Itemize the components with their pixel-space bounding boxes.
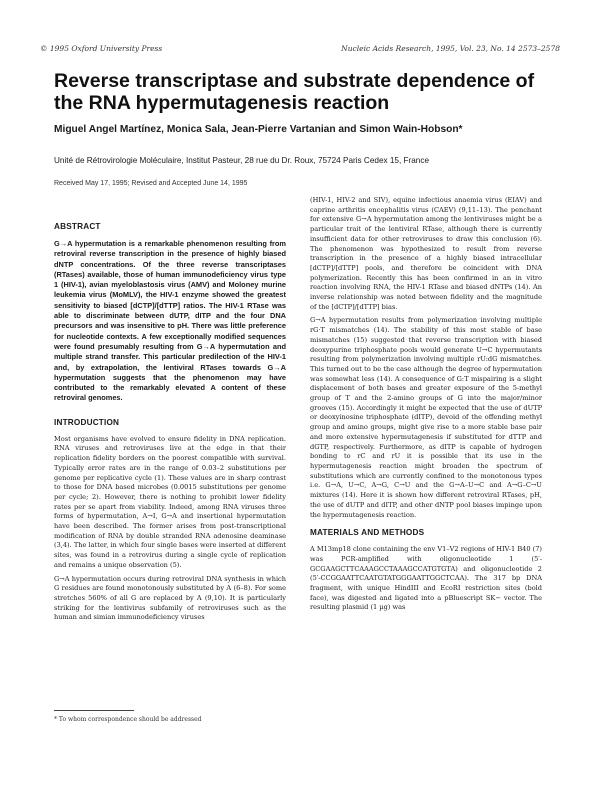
footnote-rule bbox=[54, 710, 134, 711]
left-column bbox=[54, 222, 286, 627]
right-paragraph-2: G→A hypermutation results from polymerization involving multiple rG·T mismatches (14). The stability of this most stable of base mismatches (15) suggested that reverse transcription with biased deoxypurine triphosphate pools would generate U→C hypermutants resulting from polymerization involving multiple rU:dG mismatches. This turned out to be the case although the degree of hypermutation was somewhat less (14). A consequence of G:T mispairing is a slight displacement of both bases and greater exposure of the 5-methyl group of T and the 2-amino groups of G into the major/minor grooves (15). Accordingly it might be expected that the use of dUTP or deoxyinosine triphosphate (dITP), devoid of the offending methyl group and amino groups, might give rise to a more stable base pair and more extensive hypermutagenesis if substituted for dTTP and dGTP, respectively. Furthermore, as dITP is capable of hydrogen bonding to rC and rU it is possible that its use in the hypermutagenesis reaction might broaden the spectrum of substitutions which are currently confined to the monotonous types i.e. G→A, U→C, A→G, C→U and the G→A–U→C and A→G–C→U mixtures (14). Here it is shown how different retroviral RTases, pH, the use of dUTP and dITP, and other dNTP pool biases impinge upon the hypermutagenesis reaction. bbox=[310, 316, 542, 519]
author-list: Miguel Angel Martínez, Monica Sala, Jean-Pierre Vartanian and Simon Wain-Hobson* bbox=[54, 124, 463, 135]
paper-title: Reverse transcriptase and substrate dependence of the RNA hypermutagenesis reaction bbox=[54, 70, 535, 114]
abstract-heading: ABSTRACT bbox=[54, 222, 101, 231]
received-dates: Received May 17, 1995; Revised and Accepted June 14, 1995 bbox=[54, 180, 248, 187]
introduction-heading: INTRODUCTION bbox=[54, 417, 120, 427]
abstract-text: G→A hypermutation is a remarkable phenomenon resulting from retroviral reverse transcription in the presence of highly biased dNTP concentrations. Of the three reverse transcriptases (RTases) available, those of human immunodeficiency virus type 1 (HIV-1), avian myeloblastosis virus (AMV) and Moloney murine leukemia virus (MoMLV), the HIV-1 enzyme showed the greatest sensitivity to biased [dCTP]/[dTTP] ratios. The HIV-1 RTase was able to discriminate between dUTP, dITP and the four DNA precursors and was insensitive to pH. There was little preference for nucleotide contexts. A few exceptionally modified sequences were found presumably resulting from G→A hypermutation and multiple strand transfer. This particular predilection of the HIV-1 and, by extrapolation, the lentiviral RTases towards G→A hypermutation suggests that the phenomenon may have contributed to the remarkably elevated A content of these retroviral genomes. bbox=[54, 239, 286, 403]
methods-paragraph: A M13mp18 clone containing the env V1–V2 regions of HIV-1 B40 (7) was PCR-amplified with oligonucleotide 1 (5′-GCGAAGCTTCAAAGCCTAAAGCCATGTGTA) and oligonucleotide 2 (5′-CCGGAATTCAATGTATGGGAATTGGCTCAA). The 317 bp DNA fragment, with unique HindIII and EcoRI restriction sites (bold face), was digested and ligated into a pBluescript SK− vector. The resulting plasmid (1 µg) was bbox=[310, 545, 542, 612]
intro-paragraph-1: Most organisms have evolved to ensure fidelity in DNA replication. RNA viruses and retroviruses live at the edge in that their replication fidelity borders on the poorest compatible with survival. Typically error rates are in the range of 0.03–2 substitutions per genome per replicative cycle (1). These values are in sharp contrast to those for DNA based microbes (0.0015 substitutions per genome per cycle; 2). However, there is nothing to prohibit lower fidelity rates per se apart from viability. Indeed, among RNA viruses three forms of hypermutation, A→I, G→A and insertional hypermutation have been described. The former arises from post-transcriptional modification of RNA by double stranded RNA adenosine deaminase (3,4). The latter, in which four single bases were inserted at different sites, was found in a retrovirus during a single cycle of replication and remains a unique observation (5). bbox=[54, 434, 286, 569]
journal-citation: Nucleic Acids Research, 1995, Vol. 23, No. 14 2573–2578 bbox=[341, 44, 560, 53]
copyright-line: © 1995 Oxford University Press bbox=[40, 44, 163, 53]
right-paragraph-1: (HIV-1, HIV-2 and SIV), equine infectious anaemia virus (EIAV) and caprine arthritis encephalitis virus (CAEV) (9,11–13). The penchant for extensive G→A hypermutation among the lentiviruses might be a particular trait of the lentiviral RTase, although there is currently insufficient data for other retroviruses to draw this conclusion (6). The phenomenon was hypothesized to result from reverse transcription in the presence of a highly biased intracellular [dCTP]/[dTTP] pools, and therefore be coincident with DNA polymerization. Recently this has been confirmed in an in vitro reaction involving RNA, the HIV-1 RTase and biased dNTPs (14). An inverse relationship was noted between fidelity and the magnitude of the [dCTP]/[dTTP] bias. bbox=[310, 196, 542, 311]
methods-heading: MATERIALS AND METHODS bbox=[310, 528, 425, 538]
affiliation: Unité de Rétrovirologie Moléculaire, Institut Pasteur, 28 rue du Dr. Roux, 75724 Paris Cedex 15, France bbox=[54, 156, 430, 165]
right-column bbox=[310, 196, 542, 617]
correspondence-footnote: * To whom correspondence should be addressed bbox=[54, 716, 202, 723]
intro-paragraph-2: G→A hypermutation occurs during retroviral DNA synthesis in which G residues are found monotonously substituted by A (6–8). For some stretches 560% of all G are replaced by A (9,10). It is particularly striking for the lentivirus subfamily of retroviruses such as the human and simian immunodeficiency viruses bbox=[54, 574, 286, 622]
